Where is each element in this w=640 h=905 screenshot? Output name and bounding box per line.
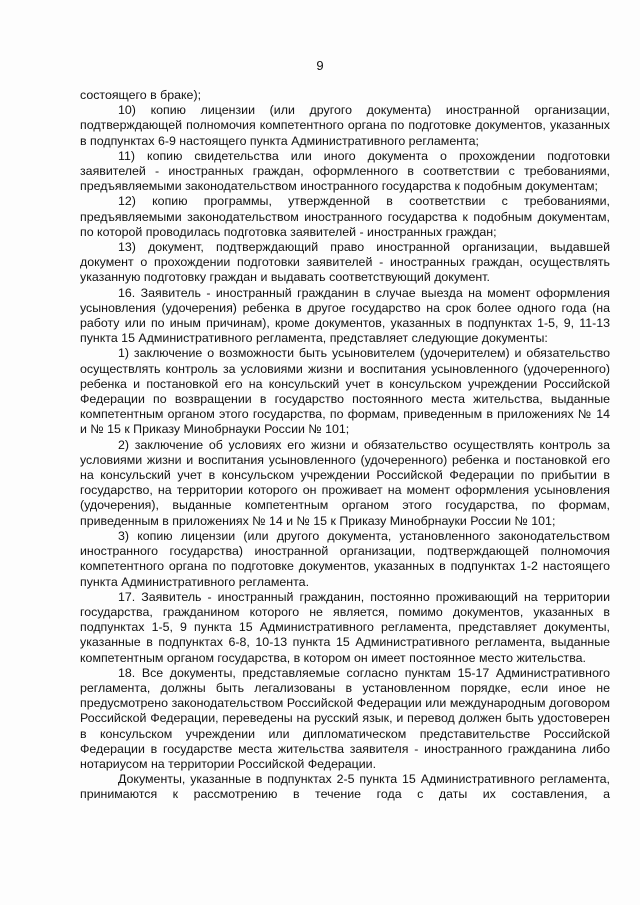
paragraph-documents-validity: Документы, указанные в подпунктах 2-5 пункта 15 Административного регламента, принимаются к рассмотрению в течение года с даты их составления, а <box>80 772 610 802</box>
paragraph-clause-18: 18. Все документы, представляемые согласно пунктам 15-17 Административного регламента, должны быть легализованы в установленном порядке, если иное не предусмотрено законодательством Российской Федерации или международным договором Российской Федерации, переведены на русский язык, и перевод должен быть удостоверен в консульском учреждении или дипломатическом представительстве Российской Федерации в государстве места жительства заявителя - иностранного гражданина либо нотариусом на территории Российской Федерации. <box>80 665 610 771</box>
paragraph-clause-16-item-1: 1) заключение о возможности быть усыновителем (удочерителем) и обязательство осуществлять контроль за условиями жизни и воспитания усыновленного (удочеренного) ребенка и постановкой его на консульский учет в консульском учреждении Российской Федерации по возвращении в государство постоянного места жительства, выданные компетентным органом этого государства, по формам, приведенным в приложениях № 14 и № 15 к Приказу Минобрнауки России № 101; <box>80 346 610 437</box>
paragraph-item-10: 10) копию лицензии (или другого документа) иностранной организации, подтверждающей полномочия компетентного органа по подготовке документов, указанных в подпунктах 6-9 настоящего пункта Административного регламента; <box>80 103 610 148</box>
paragraph-continuation: состоящего в браке); <box>80 88 202 102</box>
paragraph-clause-16: 16. Заявитель - иностранный гражданин в случае выезда на момент оформления усыновления (удочерения) ребенка в другое государство на срок более одного года (на работу или по иным причинам), кроме документов, указанных в подпунктах 1-5, 9, 11-13 пункта 15 Административного регламента, представляет следующие документы: <box>80 285 610 346</box>
paragraph-clause-16-item-3: 3) копию лицензии (или другого документа, установленного законодательством иностранного государства) иностранной организации, подтверждающей полномочия компетентного органа по подготовке документов, указанных в подпунктах 1-2 настоящего пункта Административного регламента. <box>80 528 610 589</box>
page-number: 9 <box>316 58 324 73</box>
document-body <box>80 88 610 803</box>
paragraph-item-13: 13) документ, подтверждающий право иностранной организации, выдавшей документ о прохождении подготовки заявителей - иностранных граждан, осуществлять указанную подготовку граждан и выдавать соответствующий документ. <box>80 240 610 285</box>
paragraph-item-11: 11) копию свидетельства или иного документа о прохождении подготовки заявителей - иностранных граждан, оформленного в соответствии с требованиями, предъявляемыми законодательством иностранного государства к подобным документам; <box>80 148 610 194</box>
paragraph-clause-17: 17. Заявитель - иностранный гражданин, постоянно проживающий на территории государства, гражданином которого не является, помимо документов, указанных в подпунктах 1-5, 9 пункта 15 Административного регламента, представляет документы, указанные в подпунктах 6-8, 10-13 пункта 15 Административного регламента, выданные компетентным органом государства, в котором он имеет постоянное место жительства. <box>80 589 610 665</box>
paragraph-item-12: 12) копию программы, утвержденной в соответствии с требованиями, предъявляемыми законодательством иностранного государства к подобным документам, по которой проводилась подготовка заявителей - иностранных граждан; <box>80 194 610 239</box>
paragraph-clause-16-item-2: 2) заключение об условиях его жизни и обязательство осуществлять контроль за условиями жизни и воспитания усыновленного (удочеренного) ребенка и постановкой его на консульский учет в консульском учреждении Российской Федерации по прибытии в государство, на территории которого он проживает на момент оформления усыновления (удочерения), выданные компетентным органом этого государства, по формам, приведенным в приложениях № 14 и № 15 к Приказу Минобрнауки России № 101; <box>80 437 610 528</box>
